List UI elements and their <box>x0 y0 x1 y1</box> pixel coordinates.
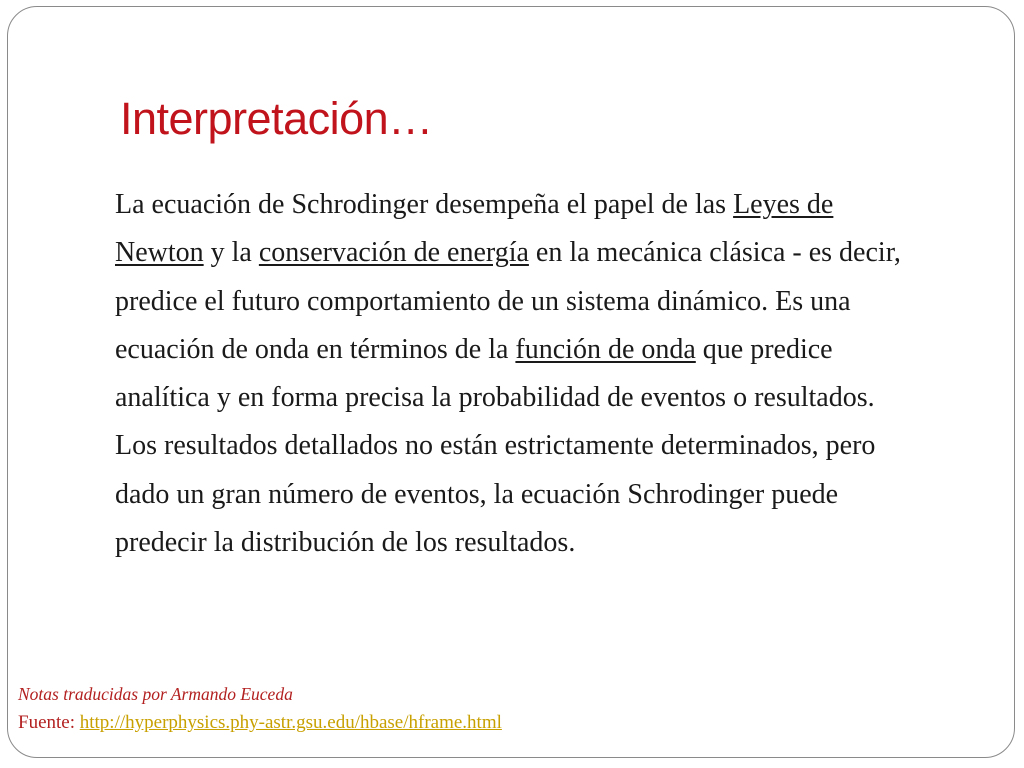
slide-title: Interpretación… <box>120 93 433 144</box>
link-leyes-newton[interactable]: Leyes de Newton <box>115 189 834 269</box>
source-label: Fuente: <box>18 712 80 733</box>
link-funcion-onda[interactable]: función de onda <box>515 333 696 365</box>
source-line <box>18 711 502 735</box>
slide-body <box>115 181 915 567</box>
body-text-1: La ecuación de Schrodinger desempeña el papel de las <box>115 189 734 220</box>
body-text-3: en la mecánica clásica - es decir, predice el futuro comportamiento de un sistema dinámico. Es una ecuación de onda en términos de la <box>115 237 901 365</box>
translation-note: Notas traducidas por Armando Euceda <box>18 684 293 704</box>
link-conservacion-energia[interactable]: conservación de energía <box>258 237 529 269</box>
source-link[interactable]: http://hyperphysics.phy-astr.gsu.edu/hbase/hframe.html <box>79 712 502 733</box>
body-text-4: que predice analítica y en forma precisa la probabilidad de eventos o resultados. Los resultados detallados no están estrictamente determinados, pero dado un gran número de eventos, la ecuación Schrodinger puede predecir la distribución de los resultados. <box>115 333 876 559</box>
body-text-2: y la <box>203 237 259 269</box>
slide-frame <box>7 6 1015 758</box>
